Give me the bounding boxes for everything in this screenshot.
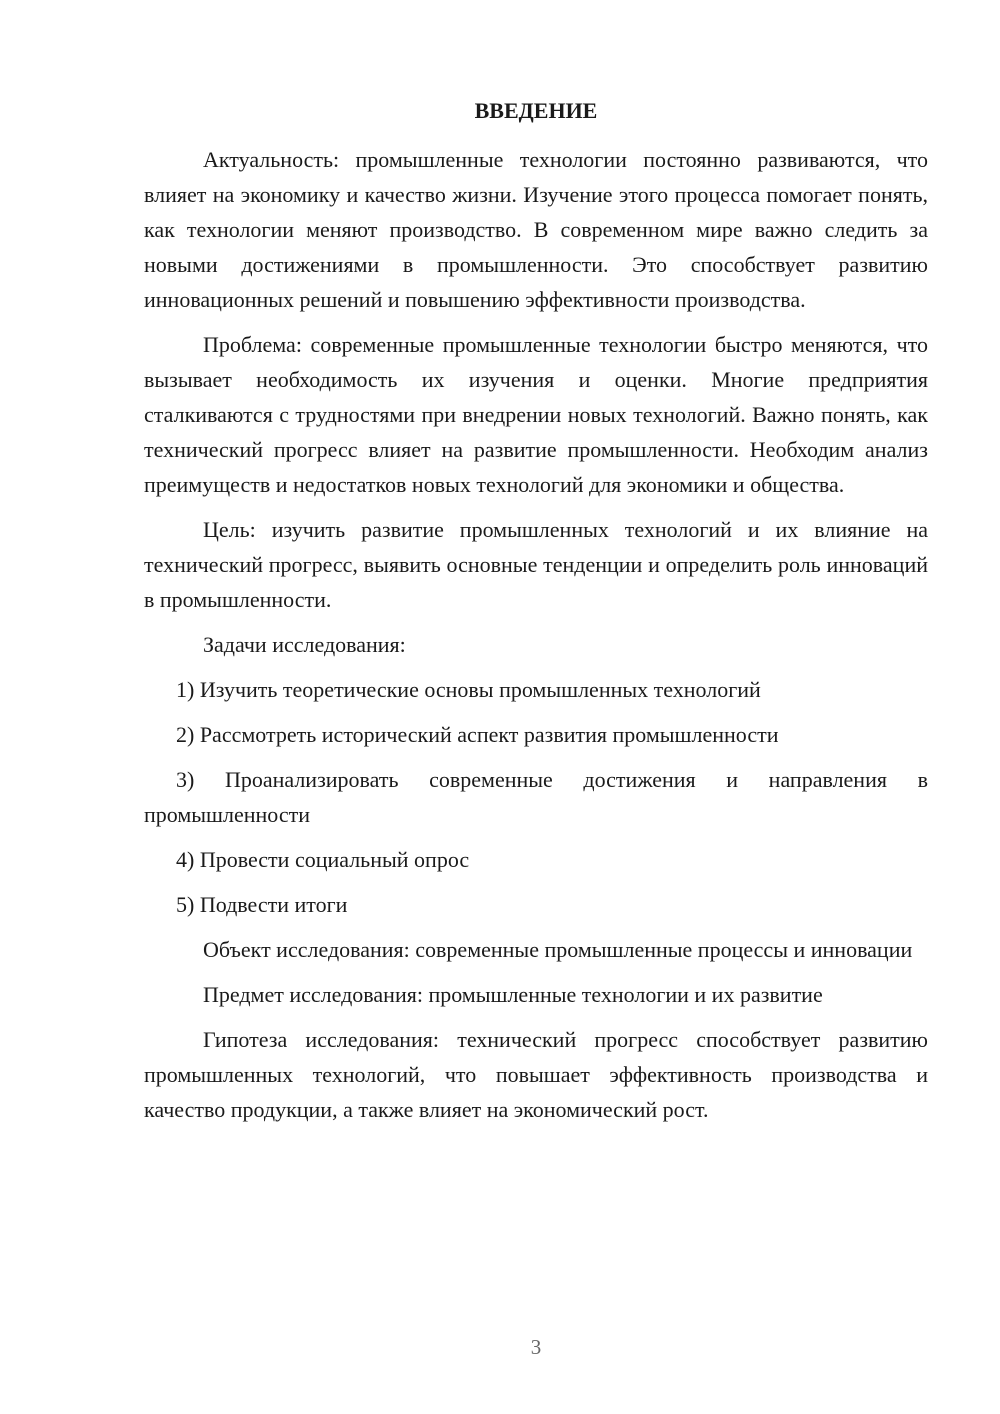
subject-paragraph: Предмет исследования: промышленные технологии и их развитие <box>203 982 823 1007</box>
page-content <box>144 96 928 1137</box>
goal-paragraph: Цель: изучить развитие промышленных технологий и их влияние на технический прогресс, выявить основные тенденции и определить роль инноваций в промышленности. <box>144 517 928 612</box>
section-heading: ВВЕДЕНИЕ <box>474 98 598 123</box>
hypothesis-paragraph: Гипотеза исследования: технический прогресс способствует развитию промышленных технологий, что повышает эффективность производства и качество продукции, а также влияет на экономический рост. <box>144 1027 928 1122</box>
task-item-1: 1) Изучить теоретические основы промышленных технологий <box>176 677 761 702</box>
page-number: 3 <box>530 1335 542 1359</box>
task-item-2: 2) Рассмотреть исторический аспект развития промышленности <box>176 722 779 747</box>
task-item-5: 5) Подвести итоги <box>176 892 348 917</box>
task-item-3: 3) Проанализировать современные достижения и направления в промышленности <box>144 767 928 827</box>
object-paragraph: Объект исследования: современные промышленные процессы и инновации <box>203 937 913 962</box>
relevance-paragraph: Актуальность: промышленные технологии постоянно развиваются, что влияет на экономику и качество жизни. Изучение этого процесса помогает понять, как технологии меняют производство. В современном мире важно следить за новыми достижениями в промышленности. Это способствует развитию инновационных решений и повышению эффективности производства. <box>144 147 928 312</box>
task-item-4: 4) Провести социальный опрос <box>176 847 470 872</box>
problem-paragraph: Проблема: современные промышленные технологии быстро меняются, что вызывает необходимость их изучения и оценки. Многие предприятия сталкиваются с трудностями при внедрении новых технологий. Важно понять, как технический прогресс влияет на развитие промышленности. Необходим анализ преимуществ и недостатков новых технологий для экономики и общества. <box>144 332 928 497</box>
tasks-title: Задачи исследования: <box>203 632 406 657</box>
